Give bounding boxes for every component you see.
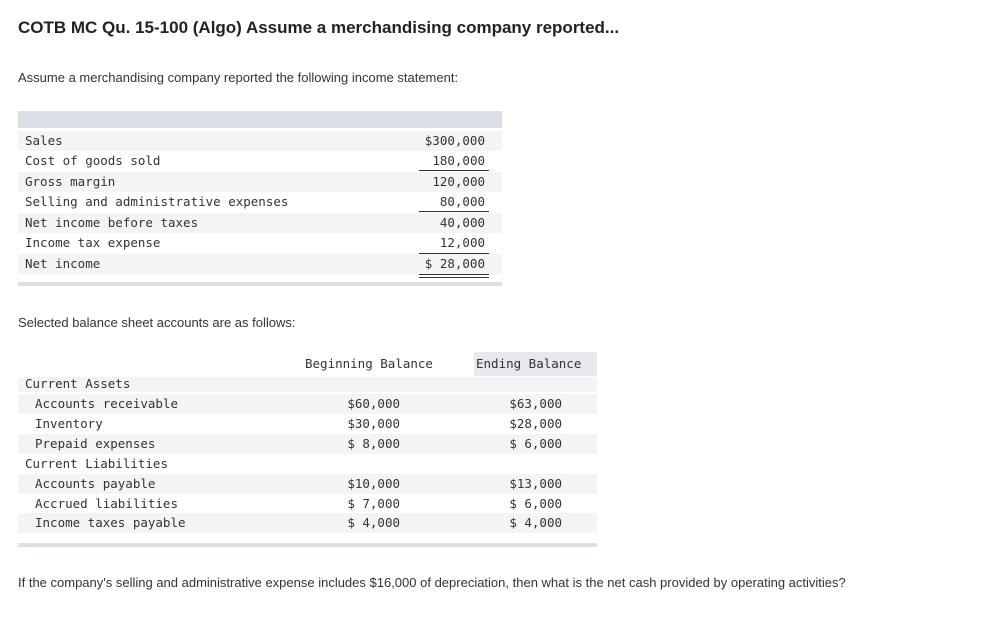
- row-amount: $ 28,000: [424, 256, 485, 271]
- ending-value: $28,000: [509, 416, 562, 431]
- page-title: COTB MC Qu. 15-100 (Algo) Assume a merchandising company reported...: [18, 18, 620, 37]
- table-row: [18, 213, 502, 233]
- row-amount: 180,000: [432, 153, 485, 168]
- row-label: Gross margin: [25, 174, 116, 189]
- table-row: [18, 192, 502, 212]
- beginning-value: $30,000: [347, 416, 400, 431]
- table-row: [18, 233, 502, 253]
- table-row: [18, 513, 597, 533]
- row-amount: 120,000: [432, 174, 485, 189]
- column-header-ending: Ending Balance: [476, 356, 582, 371]
- beginning-value: $10,000: [347, 476, 400, 491]
- intro-text: Assume a merchandising company reported the following income statement:: [18, 70, 459, 85]
- ending-value: $ 6,000: [509, 496, 562, 511]
- row-label: Accrued liabilities: [35, 496, 178, 511]
- beginning-value: $ 7,000: [347, 496, 400, 511]
- row-amount: 80,000: [439, 194, 485, 209]
- row-label: Net income: [25, 256, 101, 271]
- row-label: Prepaid expenses: [35, 436, 156, 451]
- table-row: [18, 254, 502, 274]
- table-footer-band: [18, 543, 597, 547]
- income-statement-table: [18, 111, 502, 287]
- double-underline-top: [419, 274, 489, 275]
- section-row: [18, 374, 597, 394]
- table-footer-band: [18, 282, 502, 286]
- table-header-band: [18, 111, 502, 128]
- row-label: Accounts receivable: [35, 396, 178, 411]
- table-row: [18, 172, 502, 192]
- section-label-current-liabilities: Current Liabilities: [25, 456, 168, 471]
- row-label: Selling and administrative expenses: [25, 194, 289, 209]
- row-label: Accounts payable: [35, 476, 156, 491]
- table-row: [18, 474, 597, 494]
- row-amount: 12,000: [439, 235, 485, 250]
- ending-value: $ 4,000: [509, 515, 562, 530]
- beginning-value: $ 4,000: [347, 515, 400, 530]
- row-label: Income tax expense: [25, 235, 161, 250]
- section-label-current-assets: Current Assets: [25, 376, 131, 391]
- table-row: [18, 414, 597, 434]
- underline: [419, 211, 489, 212]
- row-label: Sales: [25, 133, 63, 148]
- section-row: [18, 454, 597, 474]
- beginning-value: $60,000: [347, 396, 400, 411]
- row-label: Cost of goods sold: [25, 153, 161, 168]
- question-text: If the company's selling and administrative expense includes $16,000 of depreciation, then what is the net cash provided by operating activities?: [18, 575, 846, 590]
- ending-value: $ 6,000: [509, 436, 562, 451]
- column-header-beginning: Beginning Balance: [305, 356, 433, 371]
- row-label: Net income before taxes: [25, 215, 199, 230]
- ending-value: $13,000: [509, 476, 562, 491]
- table-row: [18, 151, 502, 171]
- table-row: [18, 494, 597, 514]
- balance-intro-text: Selected balance sheet accounts are as follows:: [18, 315, 296, 330]
- table-row: [18, 394, 597, 414]
- row-amount: 40,000: [439, 215, 485, 230]
- underline: [419, 170, 489, 171]
- ending-value: $63,000: [509, 396, 562, 411]
- beginning-value: $ 8,000: [347, 436, 400, 451]
- table-row: [18, 131, 502, 151]
- double-underline-bottom: [419, 277, 489, 278]
- row-label: Inventory: [35, 416, 103, 431]
- row-amount: $300,000: [424, 133, 485, 148]
- table-row: [18, 434, 597, 454]
- balance-sheet-table: [18, 352, 597, 548]
- row-label: Income taxes payable: [35, 515, 186, 530]
